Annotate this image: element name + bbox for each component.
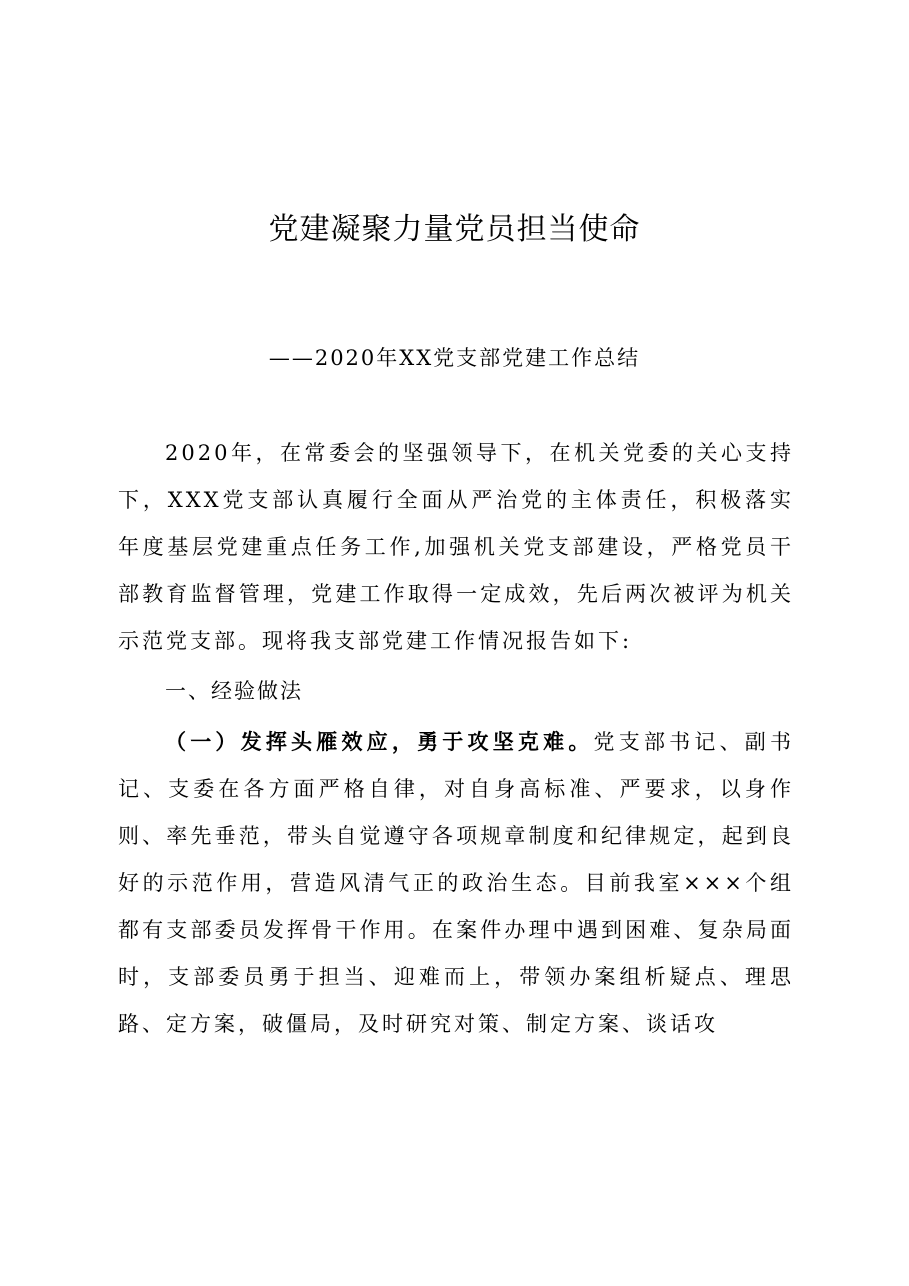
document-subtitle: ——2020年XX党支部党建工作总结 xyxy=(268,346,641,370)
subsection-lead: （一）发挥头雁效应，勇于攻坚克难。 xyxy=(165,729,594,754)
intro-paragraph: 2020年，在常委会的坚强领导下，在机关党委的关心支持下，XXX党支部认真履行全面从严治党的主体责任，积极落实年度基层党建重点任务工作,加强机关党支部建设，严格党员干部教育监督管理，党建工作取得一定成效，先后两次被评为机关示范党支部。现将我支部党建工作情况报告如下: xyxy=(118,441,794,653)
subsection-paragraph xyxy=(118,718,794,1048)
section-heading: 一、经验做法 xyxy=(165,679,303,703)
document-title: 党建凝聚力量党员担当使命 xyxy=(268,212,641,247)
subsection-body: 党支部书记、副书记、支委在各方面严格自律，对自身高标准、严要求，以身作则、率先垂范，带头自觉遵守各项规章制度和纪律规定，起到良好的示范作用，营造风清气正的政治生态。目前我室×××个组都有支部委员发挥骨干作用。在案件办理中遇到困难、复杂局面时，支部委员勇于担当、迎难而上，带领办案组析疑点、理思路、定方案，破僵局，及时研究对策、制定方案、谈话攻 xyxy=(118,730,795,1036)
